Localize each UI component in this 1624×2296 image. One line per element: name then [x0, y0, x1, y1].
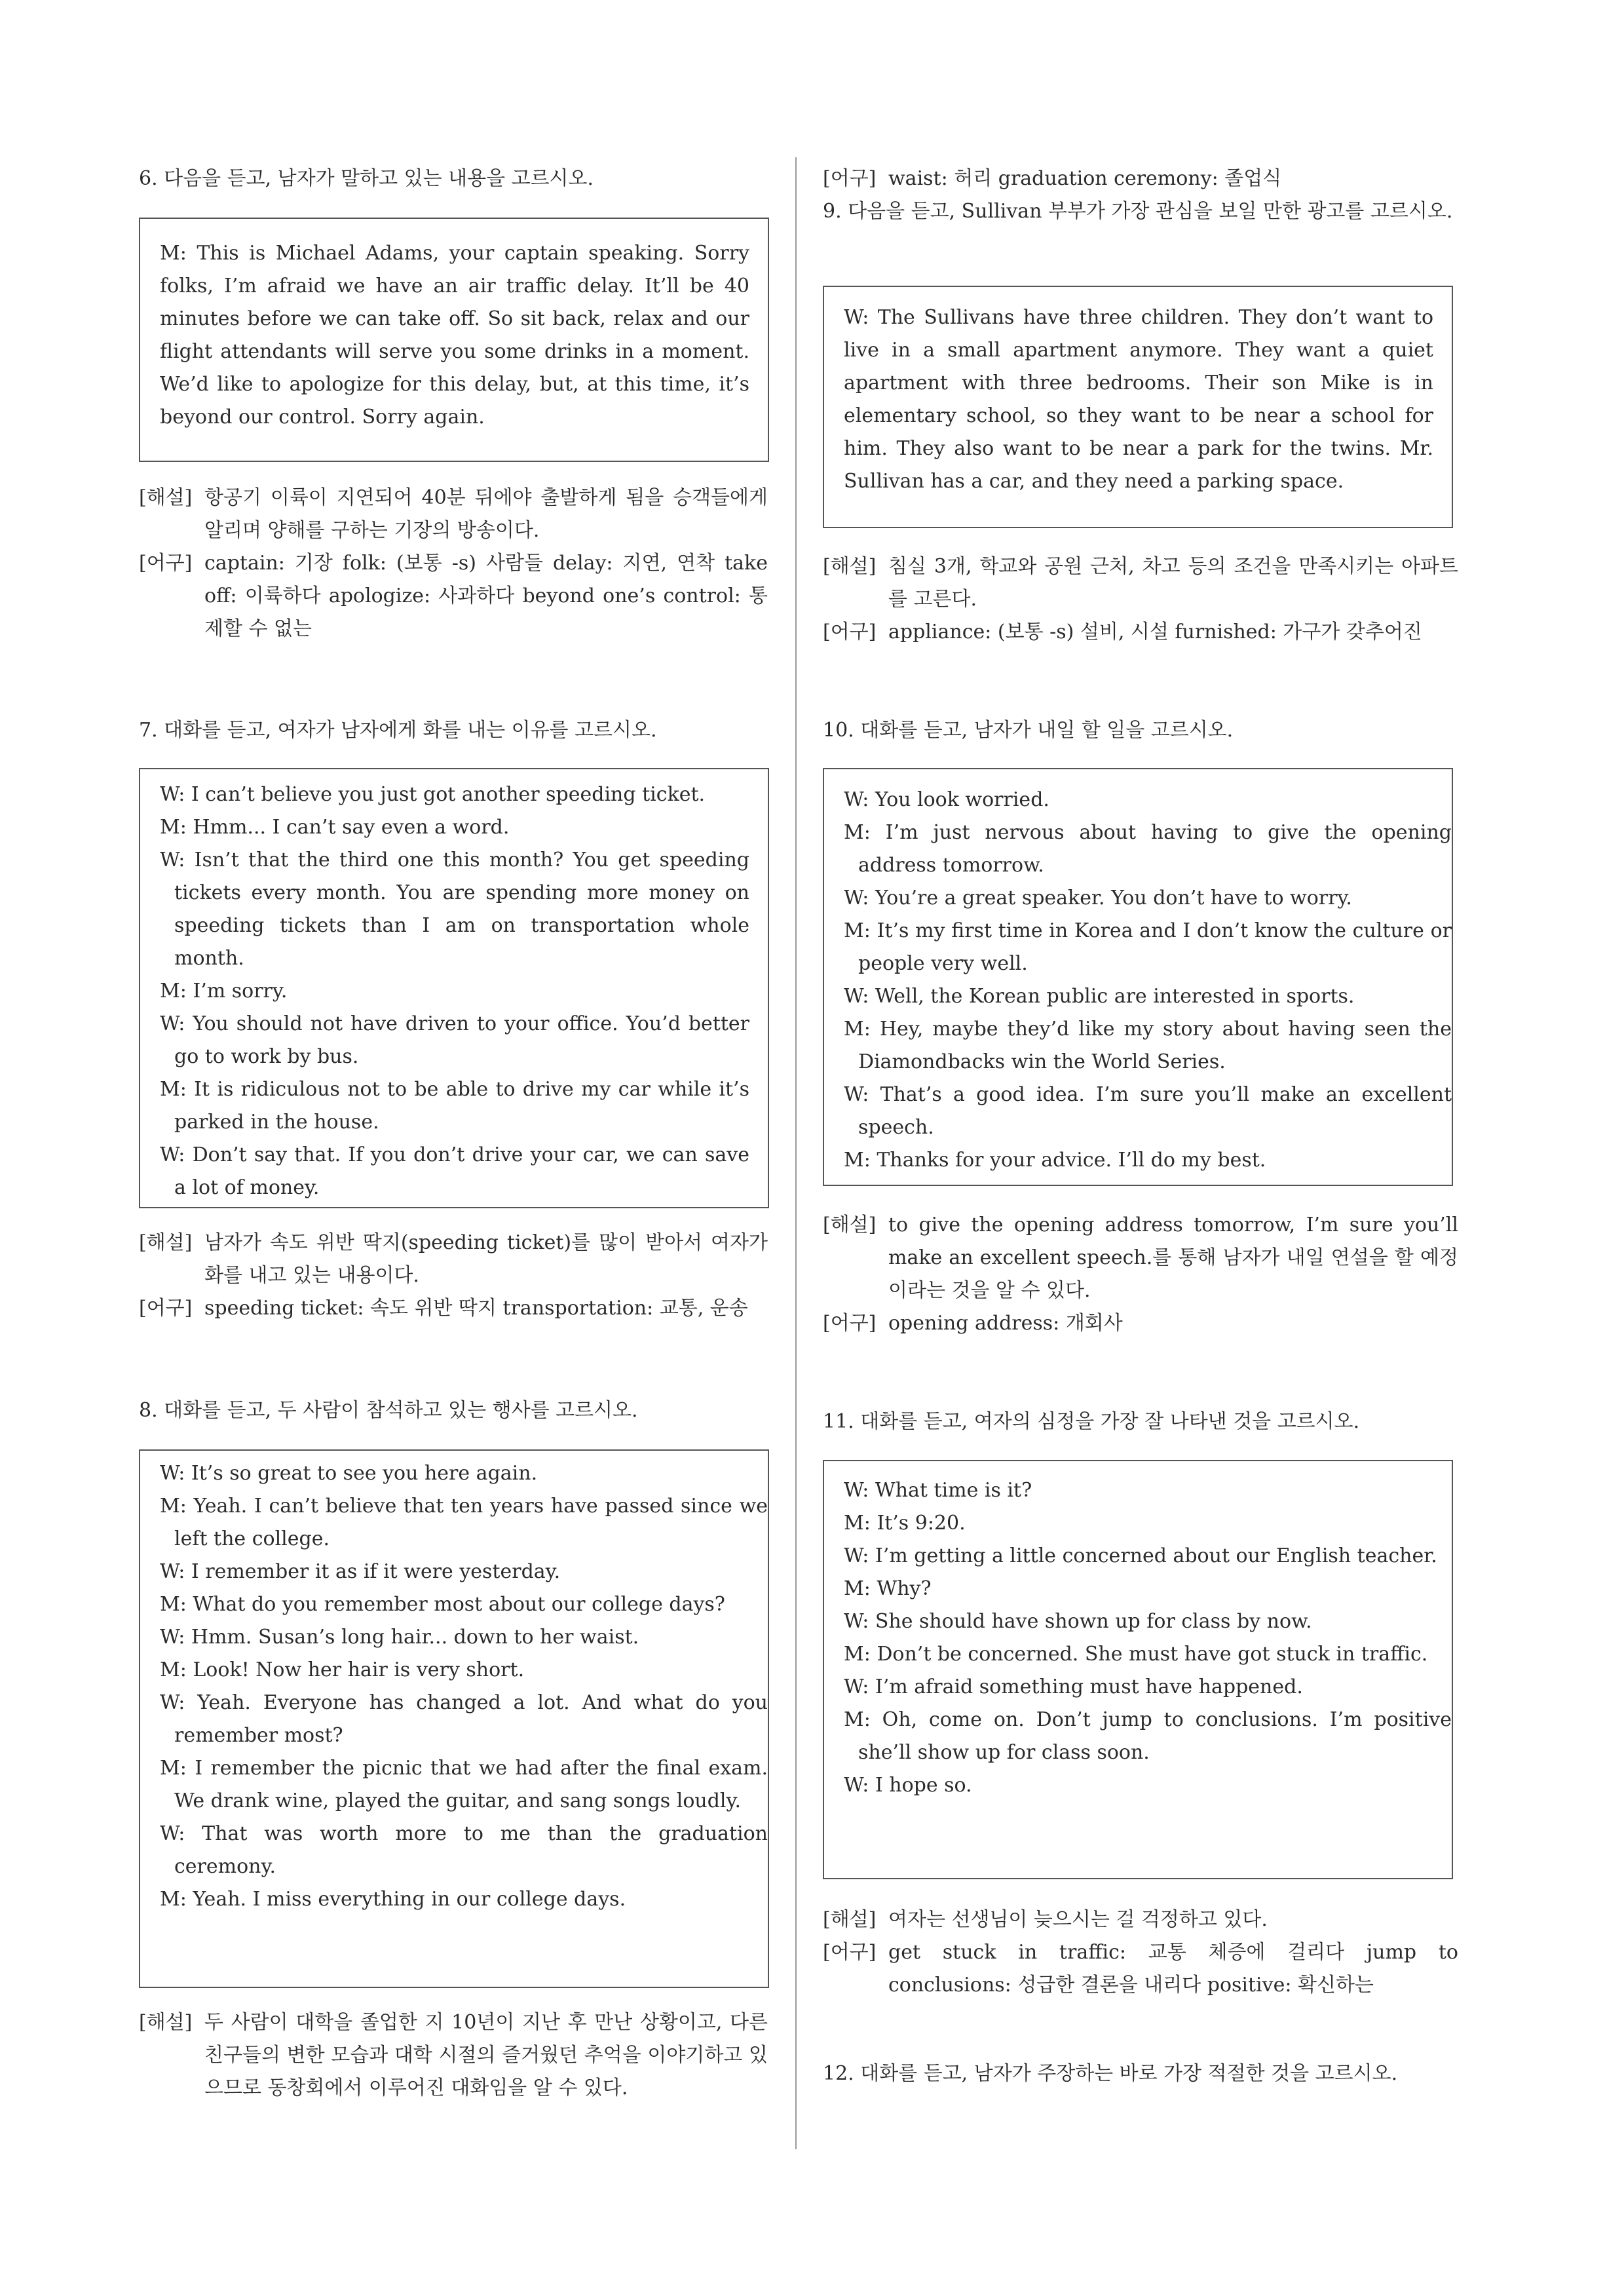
q8-line: M: I remember the picnic that we had after the final exam. We drank wine, played the guitar, and sang songs loudly.: [160, 1757, 768, 1812]
q8-script-box: [139, 1449, 769, 1988]
q10-vocab-tag: [어구]: [823, 1312, 877, 1335]
q10-line: M: Thanks for your advice. I’ll do my best.: [844, 1149, 1266, 1172]
q11-line: W: She should have shown up for class by now.: [844, 1610, 1312, 1633]
q6-explanation-text: 항공기 이륙이 지연되어 40분 뒤에야 출발하게 됨을 승객들에게 알리며 양해를 구하는 기장의 방송이다.: [204, 486, 768, 542]
q9-explanation: [823, 550, 1458, 616]
q6-script: M: This is Michael Adams, your captain speaking. Sorry folks, I’m afraid we have an air traffic delay. It’ll be 40 minutes before we can take off. So sit back, relax and our flight attendants will serve you some drinks in a moment. We’d like to apologize for this delay, but, at this time, it’s beyond our control. Sorry again.: [160, 242, 749, 429]
q9-explanation-text: 침실 3개, 학교와 공원 근처, 차고 등의 조건을 만족시키는 아파트를 고른다.: [888, 555, 1458, 611]
q8-line: W: Yeah. Everyone has changed a lot. And what do you remember most?: [160, 1691, 768, 1747]
q11-line: M: Don’t be concerned. She must have got stuck in traffic.: [844, 1643, 1428, 1666]
q7-explanation-tag: [해설]: [139, 1231, 193, 1254]
q7-line: W: I can’t believe you just got another speeding ticket.: [160, 783, 706, 806]
q6-explanation-tag: [해설]: [139, 486, 193, 509]
q7-line: W: You should not have driven to your office. You’d better go to work by bus.: [160, 1012, 749, 1068]
q8-vocab-text: waist: 허리 graduation ceremony: 졸업식: [888, 167, 1282, 190]
q11-line: W: I hope so.: [844, 1774, 972, 1797]
q8-line: W: I remember it as if it were yesterday.: [160, 1560, 561, 1583]
question-9: [823, 195, 1458, 228]
question-12: [823, 2057, 1458, 2090]
q6-explanation: [139, 482, 768, 547]
q8-line: W: That was worth more to me than the graduation ceremony.: [160, 1822, 768, 1878]
q8-line: W: It’s so great to see you here again.: [160, 1462, 538, 1485]
question-11: 11. 대화를 듣고, 여자의 심정을 가장 잘 나타낸 것을 고르시오.: [823, 1410, 1360, 1433]
q10-line: M: I’m just nervous about having to give the opening address tomorrow.: [844, 821, 1452, 877]
q7-vocab-tag: [어구]: [139, 1297, 193, 1320]
q7-line: W: Don’t say that. If you don’t drive your car, we can save a lot of money.: [160, 1143, 749, 1199]
q7-line: M: It is ridiculous not to be able to drive my car while it’s parked in the house.: [160, 1078, 749, 1134]
q7-line: W: Isn’t that the third one this month? You get speeding tickets every month. You are spending more money on speeding tickets than I am on transportation whole month.: [160, 849, 749, 970]
q9-vocab-text: appliance: (보통 -s) 설비, 시설 furnished: 가구가 갖추어진: [888, 621, 1422, 643]
q8-vocab-tag: [어구]: [823, 167, 877, 190]
q7-vocab-text: speeding ticket: 속도 위반 딱지 transportation: 교통, 운송: [204, 1297, 748, 1320]
q9-vocab-tag: [어구]: [823, 621, 877, 643]
q7-line: M: Hmm... I can’t say even a word.: [160, 816, 510, 839]
question-6: 6. 다음을 듣고, 남자가 말하고 있는 내용을 고르시오.: [139, 167, 594, 190]
q10-line: W: Well, the Korean public are interested in sports.: [844, 985, 1355, 1008]
q7-script-box: [139, 768, 769, 1208]
q11-vocab-text: get stuck in traffic: 교통 체증에 걸리다 jump to conclusions: 성급한 결론을 내리다 positive: 확신하는: [888, 1941, 1458, 1997]
question-7: 7. 대화를 듣고, 여자가 남자에게 화를 내는 이유를 고르시오.: [139, 719, 657, 742]
q8-explanation-tag: [해설]: [139, 2011, 193, 2034]
q6-vocab-text: captain: 기장 folk: (보통 -s) 사람들 delay: 지연, 연착 take off: 이륙하다 apologize: 사과하다 beyond one’s control: 통제할 수 없는: [204, 552, 768, 640]
q10-explanation-tag: [해설]: [823, 1214, 877, 1236]
q6-vocab: [139, 547, 768, 645]
q10-line: M: It’s my first time in Korea and I don’t know the culture or people very well.: [844, 919, 1452, 975]
q11-explanation: [823, 1904, 1458, 1936]
q11-line: W: I’m afraid something must have happened.: [844, 1675, 1303, 1698]
q7-vocab: [139, 1292, 768, 1325]
q6-script-box: [139, 218, 769, 462]
q10-explanation: [823, 1209, 1458, 1307]
question-10: 10. 대화를 듣고, 남자가 내일 할 일을 고르시오.: [823, 719, 1234, 742]
q10-vocab-text: opening address: 개회사: [888, 1312, 1123, 1335]
q7-explanation: [139, 1227, 768, 1292]
q7-explanation-text: 남자가 속도 위반 딱지(speeding ticket)를 많이 받아서 여자가 화를 내고 있는 내용이다.: [204, 1231, 768, 1287]
q8-line: M: Look! Now her hair is very short.: [160, 1658, 525, 1681]
q9-script-box: [823, 286, 1453, 528]
q8-line: M: Yeah. I miss everything in our college days.: [160, 1888, 626, 1911]
q11-explanation-text: 여자는 선생님이 늦으시는 걸 걱정하고 있다.: [888, 1908, 1268, 1931]
q11-vocab: [823, 1936, 1458, 2002]
column-divider: [795, 157, 797, 2149]
q10-line: M: Hey, maybe they’d like my story about having seen the Diamondbacks win the World Series.: [844, 1018, 1452, 1073]
q10-explanation-text: to give the opening address tomorrow, I’m sure you’ll make an excellent speech.를 통해 남자가 내일 연설을 할 예정이라는 것을 알 수 있다.: [888, 1214, 1458, 1302]
q9-script: W: The Sullivans have three children. They don’t want to live in a small apartment anymore. They want a quiet apartment with three bedrooms. Their son Mike is in elementary school, so they want to be near a school for him. They also want to be near a park for the twins. Mr. Sullivan has a car, and they need a parking space.: [844, 306, 1433, 493]
q8-explanation: [139, 2006, 768, 2105]
q9-explanation-tag: [해설]: [823, 555, 877, 578]
q10-line: W: You’re a great speaker. You don’t have to worry.: [844, 887, 1352, 909]
q8-vocab: [823, 163, 1465, 195]
q11-explanation-tag: [해설]: [823, 1908, 877, 1931]
q7-line: M: I’m sorry.: [160, 980, 288, 1003]
q11-line: W: What time is it?: [844, 1479, 1032, 1502]
question-9-text: 9. 다음을 듣고, Sullivan 부부가 가장 관심을 보일 만한 광고를 고르시오.: [823, 200, 1453, 223]
q8-line: M: What do you remember most about our college days?: [160, 1593, 725, 1616]
q10-line: W: That’s a good idea. I’m sure you’ll make an excellent speech.: [844, 1083, 1452, 1139]
q11-line: M: Why?: [844, 1577, 932, 1600]
q10-vocab: [823, 1307, 1458, 1340]
q6-vocab-tag: [어구]: [139, 552, 193, 575]
q8-line: W: Hmm. Susan’s long hair... down to her waist.: [160, 1626, 639, 1649]
q11-vocab-tag: [어구]: [823, 1941, 877, 1964]
q8-explanation-text: 두 사람이 대학을 졸업한 지 10년이 지난 후 만난 상황이고, 다른 친구들의 변한 모습과 대학 시절의 즐거웠던 추억을 이야기하고 있으므로 동창회에서 이루어진 대화임을 알 수 있다.: [204, 2011, 768, 2099]
q8-line: M: Yeah. I can’t believe that ten years have passed since we left the college.: [160, 1495, 768, 1550]
q11-line: M: It’s 9:20.: [844, 1512, 966, 1535]
q10-script-box: [823, 768, 1453, 1186]
q9-vocab: [823, 616, 1465, 649]
q10-line: W: You look worried.: [844, 788, 1049, 811]
q11-line: M: Oh, come on. Don’t jump to conclusions. I’m positive she’ll show up for class soon.: [844, 1708, 1452, 1764]
q11-line: W: I’m getting a little concerned about our English teacher.: [844, 1544, 1437, 1567]
q11-script-box: [823, 1460, 1453, 1879]
question-8: 8. 대화를 듣고, 두 사람이 참석하고 있는 행사를 고르시오.: [139, 1399, 638, 1422]
question-12-text: 12. 대화를 듣고, 남자가 주장하는 바로 가장 적절한 것을 고르시오.: [823, 2062, 1398, 2085]
